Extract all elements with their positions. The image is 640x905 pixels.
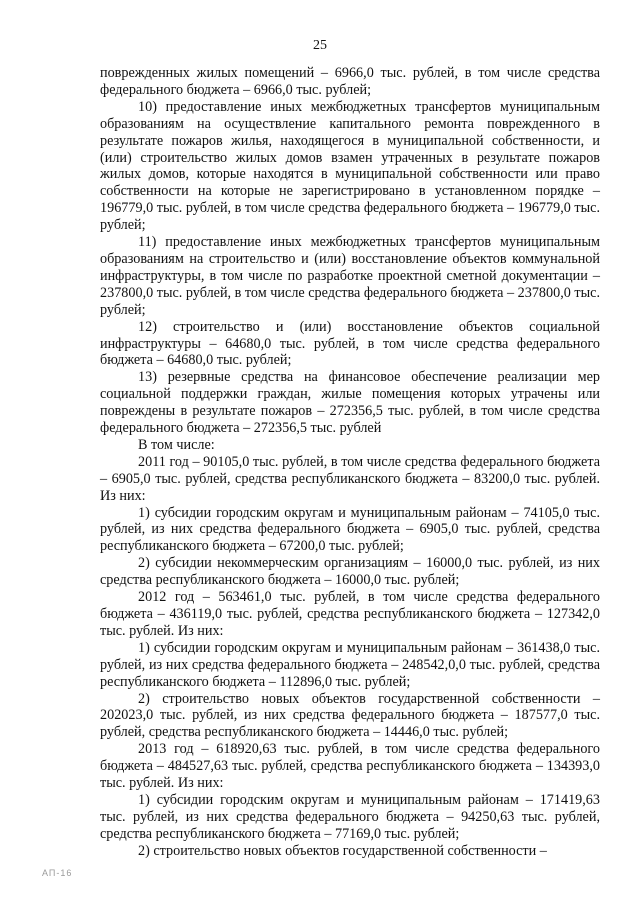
paragraph: 2013 год – 618920,63 тыс. рублей, в том числе средства федерального бюджета – 484527,63 тыс. рублей, средства республиканского бюджета – 134393,0 тыс. рублей. Из них: [100,741,600,792]
paragraph: 2011 год – 90105,0 тыс. рублей, в том числе средства федерального бюджета – 6905,0 тыс. рублей, средства республиканского бюджета – 83200,0 тыс. рублей. Из них: [100,453,600,504]
paragraph: 11) предоставление иных межбюджетных трансфертов муниципальным образованиям на строительство и (или) восстановление объектов коммунальной инфраструктуры, в том числе по разработке проектной сметной документации – 237800,0 тыс. рублей, в том числе средства федерального бюджета – 237800,0 тыс. рублей; [100,234,600,318]
paragraph: В том числе: [138,436,215,453]
document-body [100,65,600,860]
paragraph: 2) строительство новых объектов государственной собственности – 202023,0 тыс. рублей, из них средства федерального бюджета – 187577,0 тыс. рублей, средства республиканского бюджета – 14446,0 тыс. рублей; [100,690,600,741]
paragraph: 1) субсидии городским округам и муниципальным районам – 171419,63 тыс. рублей, из них средства федерального бюджета – 94250,63 тыс. рублей, средства республиканского бюджета – 77169,0 тыс. рублей; [100,791,600,842]
paragraph: 2) строительство новых объектов государственной собственности – [138,842,547,859]
paragraph: 13) резервные средства на финансовое обеспечение реализации мер социальной поддержки граждан, жилые помещения которых утрачены или повреждены в результате пожаров – 272356,5 тыс. рублей, в том числе средства федерального бюджета – 272356,5 тыс. рублей [100,369,600,437]
paragraph: 12) строительство и (или) восстановление объектов социальной инфраструктуры – 64680,0 тыс. рублей, в том числе средства федерального бюджета – 64680,0 тыс. рублей; [100,318,600,369]
page-number: 25 [313,38,327,53]
paragraph: 10) предоставление иных межбюджетных трансфертов муниципальным образованиям на осуществление капитального ремонта поврежденного в результате пожаров жилья, находящегося в муниципальной собственности, и (или) строительство жилых домов взамен утраченных в результате пожаров жилых домов, которые находятся в муниципальной собственности или право собственности на которые не зарегистрировано в установленном порядке – 196779,0 тыс. рублей, в том числе средства федерального бюджета – 196779,0 тыс. рублей; [100,98,600,234]
footer-stamp: АП-16 [42,868,73,878]
paragraph: 2) субсидии некоммерческим организациям – 16000,0 тыс. рублей, из них средства республиканского бюджета – 16000,0 тыс. рублей; [100,555,600,589]
paragraph: 1) субсидии городским округам и муниципальным районам – 74105,0 тыс. рублей, из них средства федерального бюджета – 6905,0 тыс. рублей, средства республиканского бюджета – 67200,0 тыс. рублей; [100,504,600,555]
paragraph: 2012 год – 563461,0 тыс. рублей, в том числе средства федерального бюджета – 436119,0 тыс. рублей, средства республиканского бюджета – 127342,0 тыс. рублей. Из них: [100,589,600,639]
paragraph: 1) субсидии городским округам и муниципальным районам – 361438,0 тыс. рублей, из них средства федерального бюджета – 248542,0,0 тыс. рублей, средства республиканского бюджета – 112896,0 тыс. рублей; [100,639,600,690]
paragraph: поврежденных жилых помещений – 6966,0 тыс. рублей, в том числе средства федерального бюджета – 6966,0 тыс. рублей; [100,65,600,98]
